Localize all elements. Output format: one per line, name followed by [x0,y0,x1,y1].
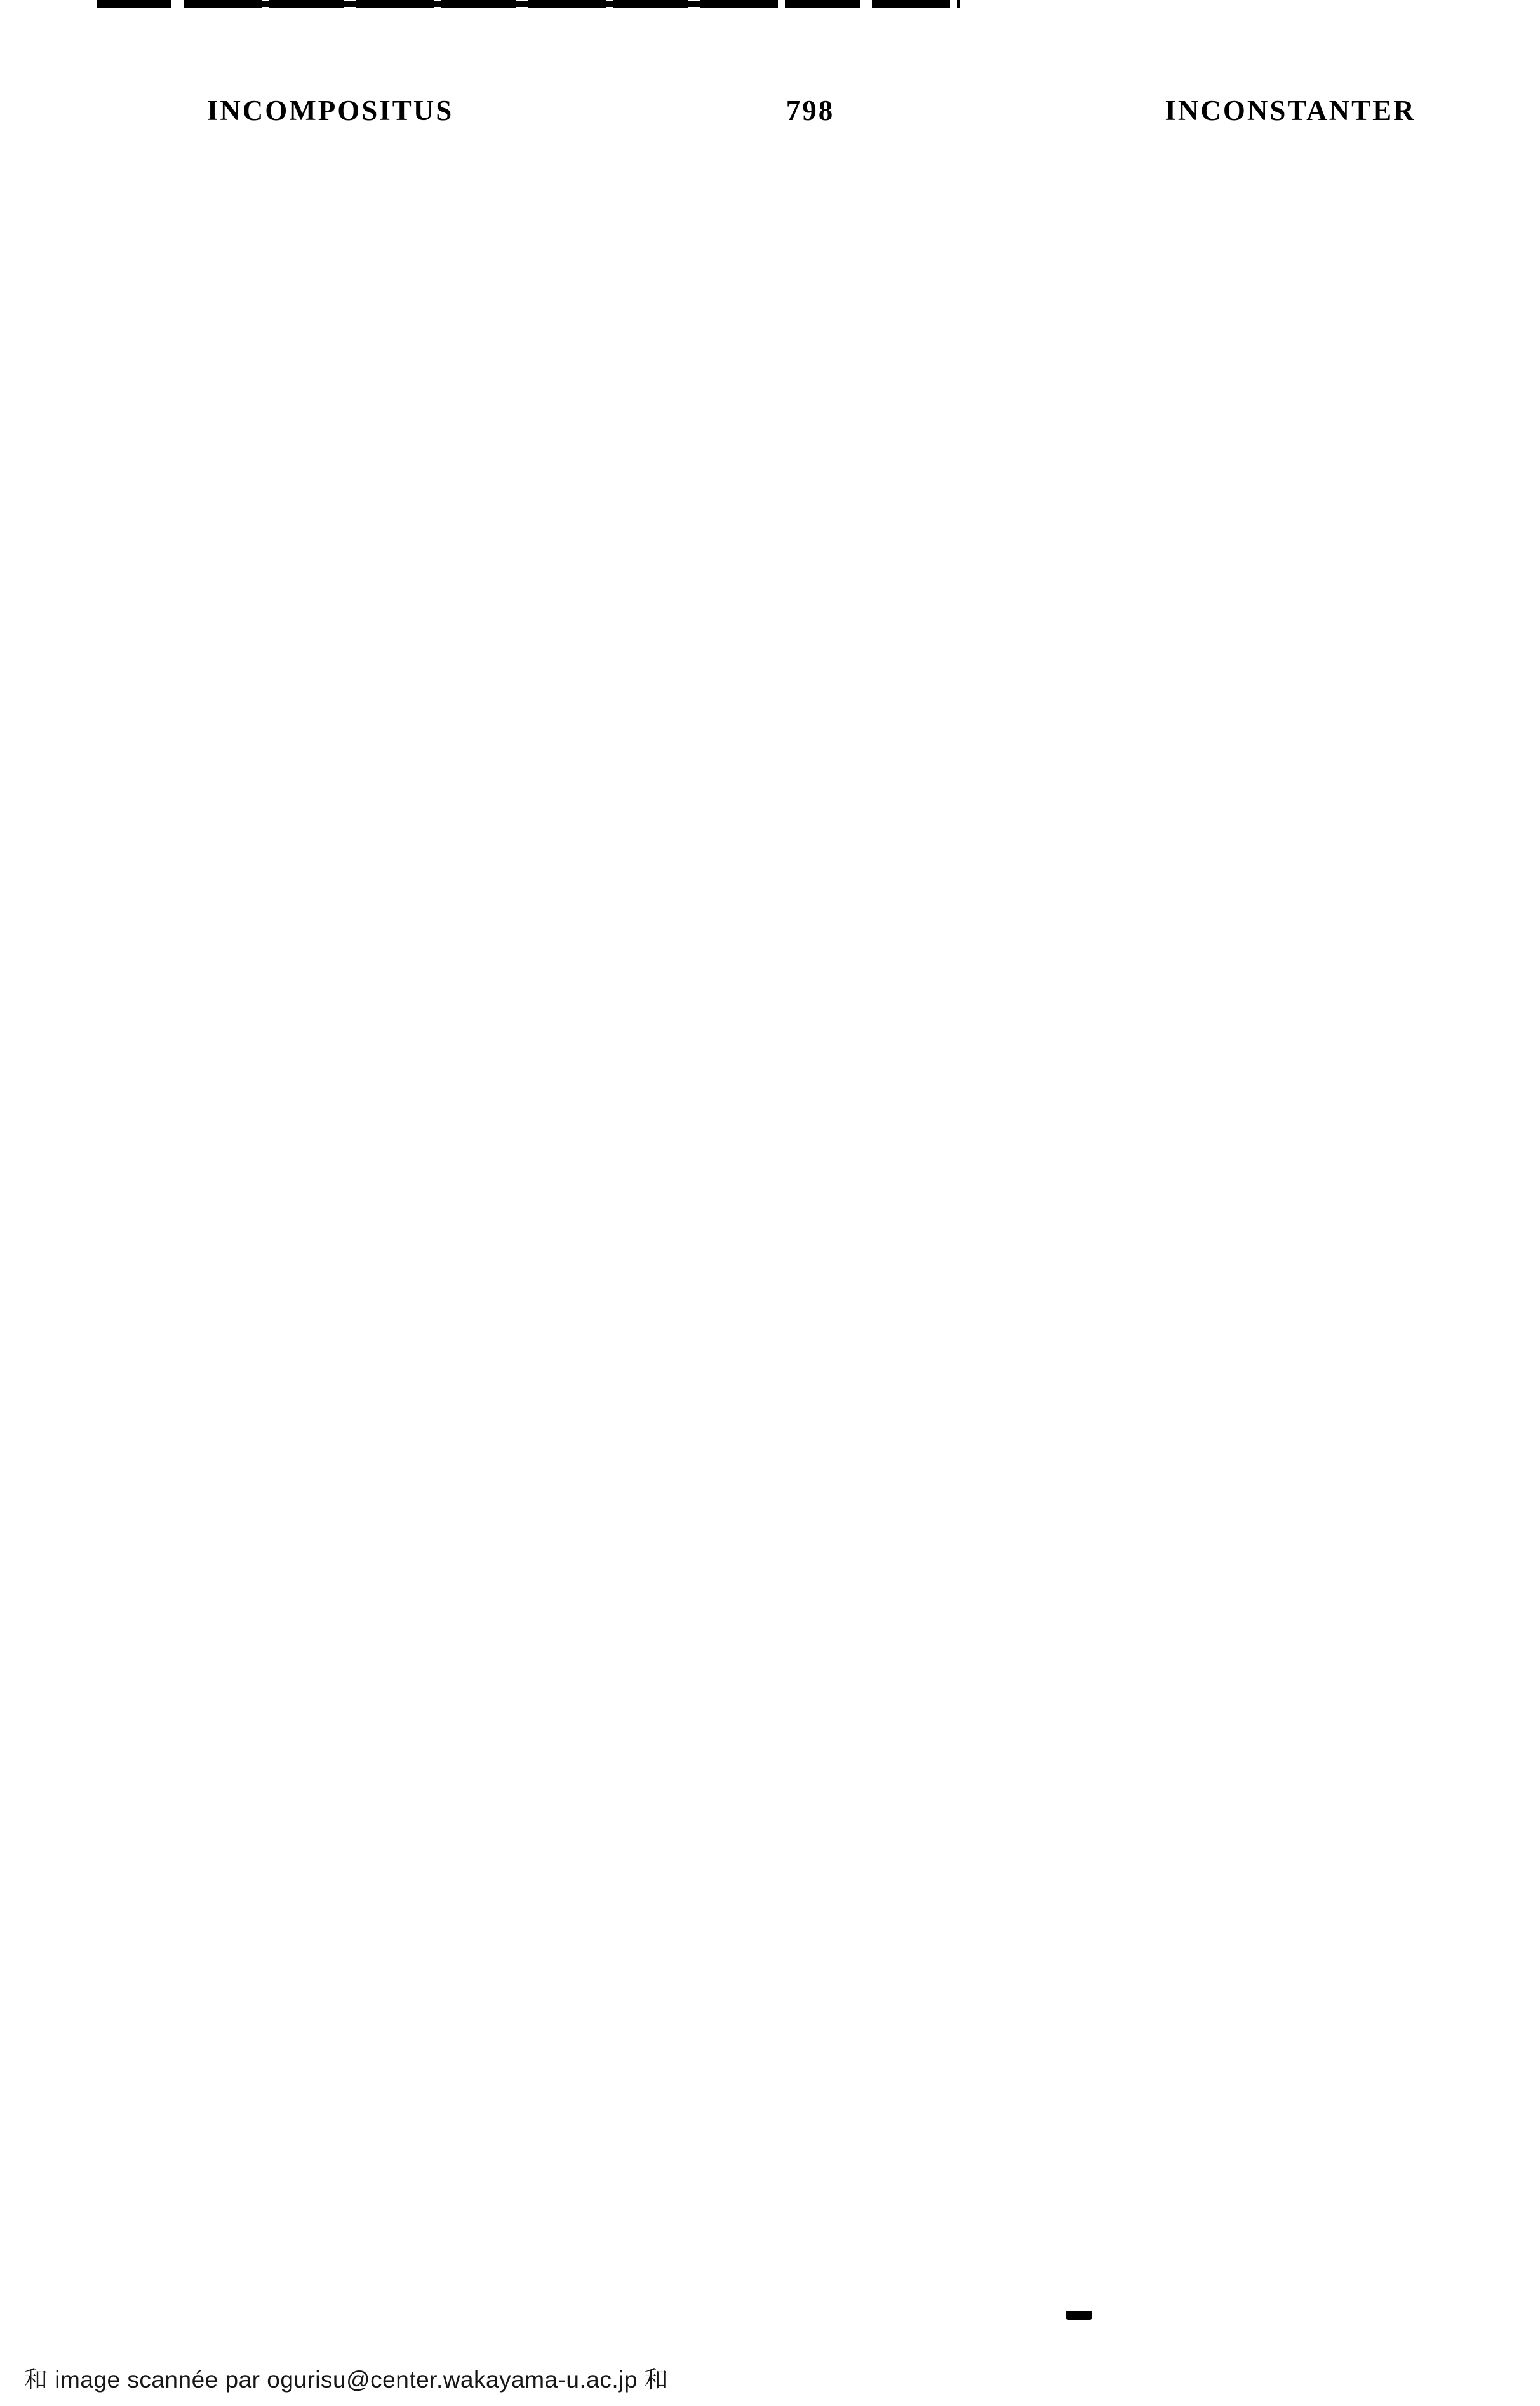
scan-artifact-top [97,0,960,8]
running-head-left: INCOMPOSITUS [206,95,454,126]
scan-artifact-dot [1066,2311,1092,2320]
scan-footer: 和 image scannée par ogurisu@center.wakayama-u.ac.jp 和 [24,2367,669,2393]
page-number: 798 [786,95,835,126]
running-header [102,94,1519,127]
running-head-right: INCONSTANTER [1165,95,1416,126]
